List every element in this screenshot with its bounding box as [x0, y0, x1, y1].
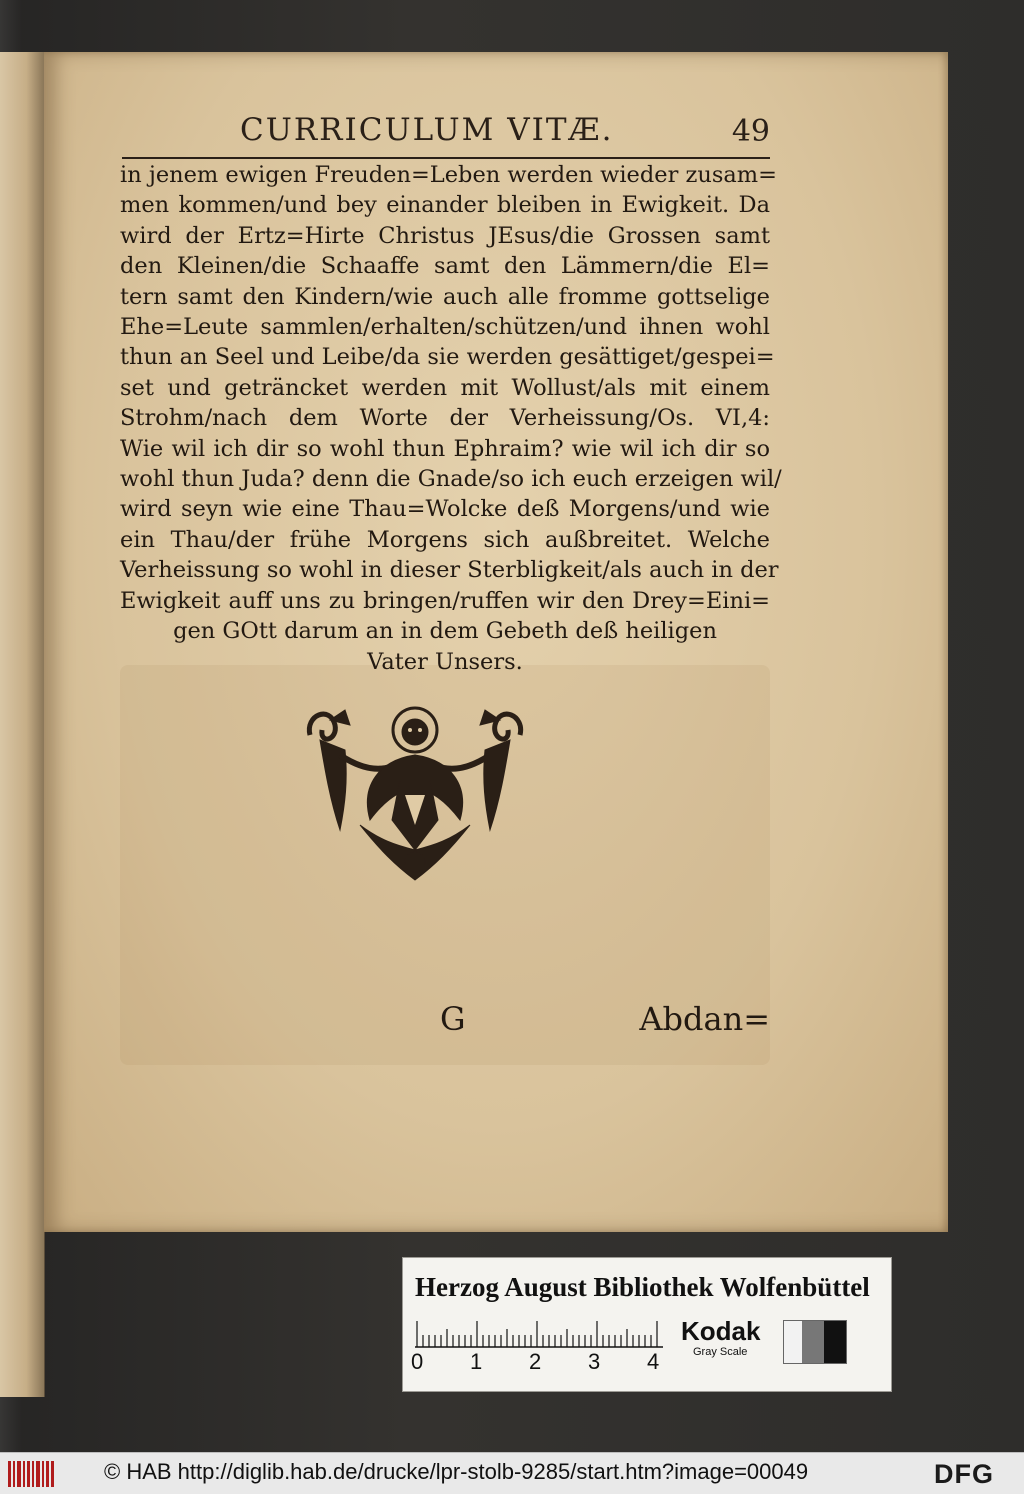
gray-swatch-black: [824, 1321, 846, 1363]
signature-mark: G: [440, 1000, 466, 1038]
text-line: gen GOtt darum an in dem Gebeth deß heiligen: [173, 618, 717, 645]
text-line: Wie wil ich dir so wohl thun Ephraim? wie wil ich dir so: [120, 435, 770, 462]
text-line: ein Thau/der frühe Morgens sich außbreitet. Welche: [120, 526, 770, 553]
ruler-number-0: 0: [411, 1349, 424, 1374]
text-line: Vater Unsers.: [367, 648, 523, 675]
head-rule: [122, 157, 770, 159]
previous-page-edge: [0, 52, 45, 1397]
text-line: men kommen/und bey einander bleiben in Ewigkeit. Da: [120, 192, 770, 219]
ruler-number-3: 3: [588, 1349, 601, 1374]
barcode-icon: [8, 1461, 54, 1487]
kodak-brand: Kodak: [681, 1316, 761, 1346]
woodcut-ornament: [300, 700, 530, 885]
text-line: wohl thun Juda? denn die Gnade/so ich euch erzeigen wil/: [120, 466, 782, 493]
text-line: Ehe=Leute sammlen/erhalten/schützen/und ihnen wohl: [120, 314, 770, 341]
catchword: Abdan=: [639, 1000, 770, 1038]
measurement-ruler: [415, 1318, 663, 1348]
gray-scale-label: Gray Scale: [693, 1346, 748, 1358]
text-line: wird der Ertz=Hirte Christus JEsus/die Grossen samt: [120, 222, 770, 249]
ruler-numbers: [405, 1349, 675, 1377]
ruler-number-2: 2: [529, 1349, 542, 1374]
gray-swatch-white: [784, 1321, 802, 1363]
text-line: set und geträncket werden mit Wollust/als mit einem: [120, 374, 770, 401]
color-target-card: [402, 1257, 892, 1392]
library-name: Herzog August Bibliothek Wolfenbüttel: [415, 1272, 870, 1302]
ruler-number-4: 4: [647, 1349, 660, 1374]
gray-swatch-mid: [802, 1321, 824, 1363]
credit-link[interactable]: © HAB http://diglib.hab.de/drucke/lpr-stolb-9285/start.htm?image=00049: [104, 1459, 809, 1484]
text-line: Verheissung so wohl in dieser Sterbligkeit/als auch in der: [120, 557, 779, 584]
catchword-line: [120, 1000, 770, 1050]
text-line: tern samt den Kindern/wie auch alle fromme gottselige: [120, 283, 770, 310]
dfg-logo: DFG: [934, 1459, 994, 1489]
footer-bar: [0, 1452, 1024, 1494]
ruler-number-1: 1: [470, 1349, 483, 1374]
text-line: Strohm/nach dem Worte der Verheissung/Os. VI,4:: [120, 405, 770, 432]
text-line: in jenem ewigen Freuden=Leben werden wieder zusam=: [120, 162, 777, 188]
body-text: [120, 160, 782, 677]
running-head-title: CURRICULUM VITÆ.: [240, 112, 614, 148]
gray-scale-swatches: [783, 1320, 847, 1364]
text-line: den Kleinen/die Schaaffe samt den Lämmern/die El=: [120, 253, 770, 280]
running-head: [240, 112, 770, 152]
text-line: Ewigkeit auff uns zu bringen/ruffen wir den Drey=Eini=: [120, 587, 770, 614]
text-line: wird seyn wie eine Thau=Wolcke deß Morgens/und wie: [120, 496, 770, 523]
page-number: 49: [731, 114, 770, 149]
text-line: thun an Seel und Leibe/da sie werden gesättiget/gespei=: [120, 344, 775, 371]
